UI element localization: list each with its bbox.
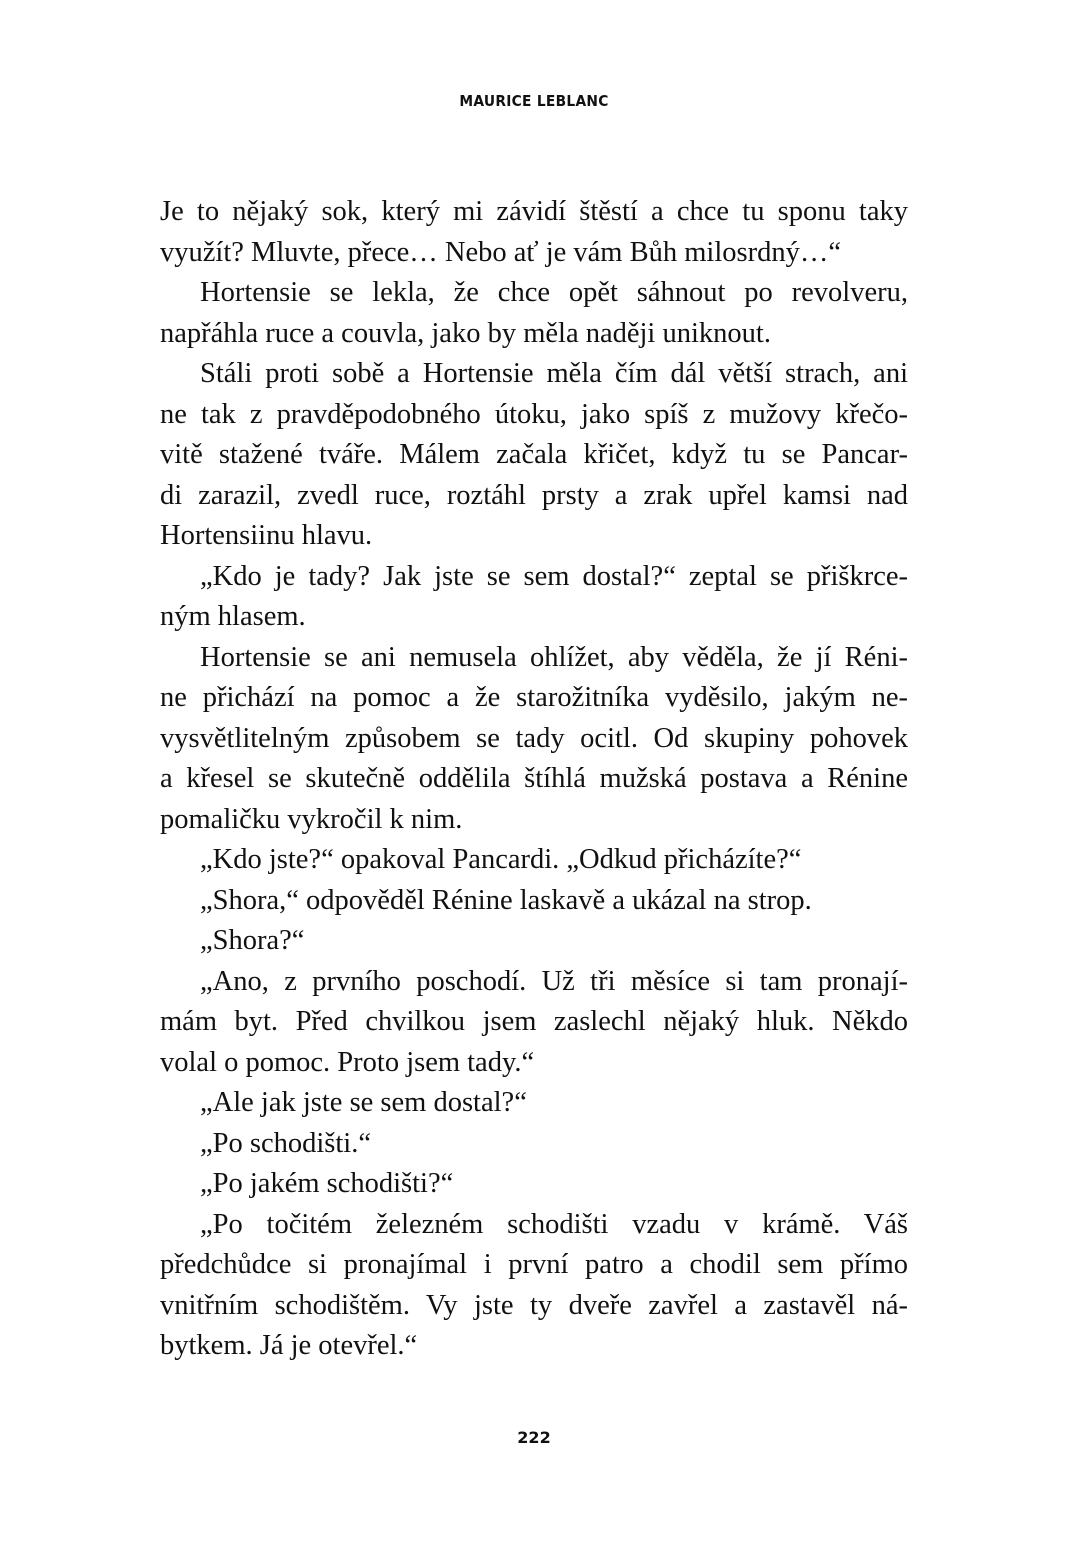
text-line: di zarazil, zvedl ruce, roztáhl prsty a zrak upřel kamsi nad — [160, 479, 908, 511]
text-line: mám byt. Před chvilkou jsem zaslechl nějaký hluk. Někdo — [160, 1006, 908, 1037]
text-line: Hortensiinu hlavu. — [160, 520, 373, 551]
text-line: ne tak z pravděpodobného útoku, jako spíš z mužovy křečo- — [160, 398, 908, 430]
text-line: Hortensie se lekla, že chce opět sáhnout po revolveru, — [200, 277, 908, 308]
text-line: předchůdce si pronajímal i první patro a chodil sem přímo — [160, 1249, 908, 1280]
running-head: MAURICE LEBLANC — [459, 92, 609, 110]
text-line: Stáli proti sobě a Hortensie měla čím dál větší strach, ani — [200, 358, 908, 389]
text-line: Je to nějaký sok, který mi závidí štěstí a chce tu sponu taky — [160, 196, 908, 227]
text-line: využít? Mluvte, přece… Nebo ať je vám Bůh milosrdný…“ — [160, 236, 841, 268]
text-line: „Kdo jste?“ opakoval Pancardi. „Odkud přicházíte?“ — [200, 844, 802, 875]
text-line: „Ano, z prvního poschodí. Už tři měsíce si tam pronají- — [200, 965, 908, 997]
text-line: „Po točitém železném schodišti vzadu v krámě. Váš — [200, 1208, 908, 1240]
body-text — [160, 192, 908, 1367]
text-line: Hortensie se ani nemusela ohlížet, aby věděla, že jí Réni- — [200, 641, 908, 673]
text-line: vitě stažené tváře. Málem začala křičet, když tu se Pancar- — [160, 439, 908, 470]
text-line: „Po schodišti.“ — [200, 1127, 371, 1159]
text-line: „Shora,“ odpověděl Rénine laskavě a ukázal na strop. — [200, 884, 812, 916]
text-line: vnitřním schodištěm. Vy jste ty dveře zavřel a zastavěl ná- — [160, 1289, 908, 1321]
text-line: a křesel se skutečně oddělila štíhlá mužská postava a Rénine — [160, 763, 908, 794]
text-line: „Po jakém schodišti?“ — [200, 1168, 454, 1199]
text-line: pomaličku vykročil k nim. — [160, 803, 463, 835]
text-line: ným hlasem. — [160, 601, 306, 632]
text-line: ne přichází na pomoc a že starožitníka vyděsilo, jakým ne- — [160, 682, 908, 713]
text-line: „Ale jak jste se sem dostal?“ — [200, 1087, 527, 1118]
text-line: vysvětlitelným způsobem se tady ocitl. Od skupiny pohovek — [160, 722, 908, 754]
text-line: napřáhla ruce a couvla, jako by měla naději uniknout. — [160, 317, 771, 349]
text-line: volal o pomoc. Proto jsem tady.“ — [160, 1046, 535, 1078]
page-number: 222 — [517, 1428, 551, 1447]
text-line: „Kdo je tady? Jak jste se sem dostal?“ zeptal se přiškrce- — [200, 560, 908, 592]
text-line: bytkem. Já je otevřel.“ — [160, 1330, 418, 1361]
text-line: „Shora?“ — [200, 925, 305, 956]
